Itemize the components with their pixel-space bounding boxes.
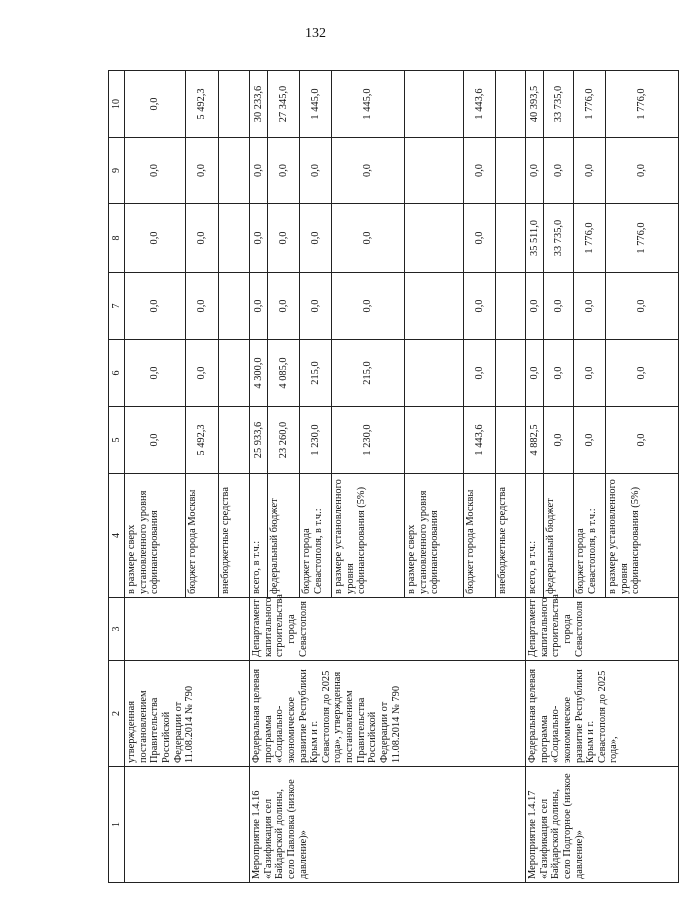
value-cell: [219, 340, 250, 407]
value-cell: 0,0: [464, 340, 496, 407]
value-cell: 0,0: [125, 273, 186, 340]
value-cell: 1 230,0: [300, 407, 332, 474]
source-label: бюджет города Москвы: [186, 474, 219, 598]
value-cell: 0,0: [125, 340, 186, 407]
value-cell: 0,0: [125, 71, 186, 138]
page-number: 132: [305, 26, 326, 41]
measure-title: Мероприятие 1.4.17 «Газификация сел Байдарской долины, село Подгорное (низкое давление)»: [526, 767, 679, 883]
source-label: федеральный бюджет: [268, 474, 300, 598]
value-cell: 0,0: [186, 204, 219, 273]
value-cell: 0,0: [300, 138, 332, 204]
value-cell: 4 882,5: [526, 407, 544, 474]
value-cell: [496, 204, 526, 273]
value-cell: 0,0: [544, 340, 574, 407]
source-label: внебюджетные средства: [219, 474, 250, 598]
value-cell: 0,0: [125, 138, 186, 204]
value-cell: 0,0: [268, 138, 300, 204]
value-cell: [219, 71, 250, 138]
value-cell: 0,0: [606, 138, 679, 204]
value-cell: [219, 273, 250, 340]
value-cell: 0,0: [574, 340, 606, 407]
value-cell: 1 445,0: [332, 71, 405, 138]
source-label: в размере установленного уровня софинансирования (5%): [606, 474, 679, 598]
value-cell: 0,0: [300, 273, 332, 340]
value-cell: [496, 340, 526, 407]
value-cell: 0,0: [250, 273, 268, 340]
measure-cell: [125, 767, 250, 883]
value-cell: [496, 407, 526, 474]
value-cell: 1 443,6: [464, 407, 496, 474]
source-label: бюджет города Москвы: [464, 474, 496, 598]
measure-title: Мероприятие 1.4.16 «Газификация сел Байдарской долины, село Павловка (низкое давление)»: [250, 767, 526, 883]
program-cell: утвержденная постановлением Правительства Российской Федерации от 11.08.2014 № 790: [125, 661, 250, 767]
rotated-table-wrapper: [108, 71, 648, 883]
value-cell: 0,0: [544, 407, 574, 474]
value-cell: 0,0: [250, 204, 268, 273]
value-cell: [496, 138, 526, 204]
value-cell: 30 233,6: [250, 71, 268, 138]
source-label: бюджет города Севастополя, в т.ч.:: [300, 474, 332, 598]
value-cell: 1 443,6: [464, 71, 496, 138]
value-cell: [496, 71, 526, 138]
source-label: всего, в т.ч.:: [526, 474, 544, 598]
value-cell: [219, 204, 250, 273]
value-cell: 1 776,0: [574, 71, 606, 138]
executor-cell: [125, 598, 250, 661]
header-cell: 9: [109, 138, 125, 204]
value-cell: 0,0: [268, 273, 300, 340]
value-cell: 27 345,0: [268, 71, 300, 138]
header-cell: 10: [109, 71, 125, 138]
value-cell: [496, 273, 526, 340]
header-cell: 8: [109, 204, 125, 273]
program-cell: Федеральная целевая программа «Социально-экономическое развитие Республики Крым и г. Севастополя до 2025 года»,: [526, 661, 679, 767]
value-cell: 5 492,3: [186, 71, 219, 138]
value-cell: 0,0: [125, 407, 186, 474]
table-row: [125, 71, 186, 883]
value-cell: 0,0: [332, 204, 405, 273]
value-cell: 0,0: [606, 407, 679, 474]
value-cell: 33 735,0: [544, 71, 574, 138]
value-cell: 1 776,0: [606, 71, 679, 138]
value-cell: 1 776,0: [606, 204, 679, 273]
value-cell: 35 511,0: [526, 204, 544, 273]
value-cell: 0,0: [268, 204, 300, 273]
value-cell: 25 933,6: [250, 407, 268, 474]
value-cell: [405, 407, 464, 474]
value-cell: 0,0: [574, 407, 606, 474]
table-row: [526, 71, 544, 883]
header-cell: 2: [109, 661, 125, 767]
value-cell: 0,0: [464, 138, 496, 204]
header-cell: 5: [109, 407, 125, 474]
value-cell: 0,0: [464, 273, 496, 340]
value-cell: 5 492,3: [186, 407, 219, 474]
value-cell: 1 445,0: [300, 71, 332, 138]
value-cell: 33 735,0: [544, 204, 574, 273]
value-cell: 0,0: [332, 273, 405, 340]
executor-cell: Департамент капитального строительства города Севастополя: [526, 598, 679, 661]
header-cell: 3: [109, 598, 125, 661]
value-cell: 0,0: [186, 138, 219, 204]
value-cell: 0,0: [526, 273, 544, 340]
source-label: всего, в т.ч.:: [250, 474, 268, 598]
value-cell: 215,0: [300, 340, 332, 407]
value-cell: [405, 204, 464, 273]
table-row: [250, 71, 268, 883]
value-cell: 0,0: [526, 340, 544, 407]
header-cell: 7: [109, 273, 125, 340]
value-cell: 0,0: [125, 204, 186, 273]
executor-cell: Департамент капитального строительства города Севастополя: [250, 598, 526, 661]
value-cell: 0,0: [574, 138, 606, 204]
value-cell: 4 300,0: [250, 340, 268, 407]
value-cell: 0,0: [250, 138, 268, 204]
value-cell: 0,0: [544, 273, 574, 340]
source-label: бюджет города Севастополя, в т.ч.:: [574, 474, 606, 598]
source-label: федеральный бюджет: [544, 474, 574, 598]
value-cell: 0,0: [300, 204, 332, 273]
header-row: [109, 71, 125, 883]
value-cell: 23 260,0: [268, 407, 300, 474]
value-cell: [405, 340, 464, 407]
value-cell: 0,0: [332, 138, 405, 204]
value-cell: [405, 273, 464, 340]
value-cell: 0,0: [544, 138, 574, 204]
source-label: в размере установленного уровня софинансирования (5%): [332, 474, 405, 598]
program-cell: Федеральная целевая программа «Социально-экономическое развитие Республики Крым и г. Севастополя до 2025 года», утвержденная постановлением Правительства Российской Федерации от 11.08.2014 № 790: [250, 661, 526, 767]
value-cell: [405, 138, 464, 204]
value-cell: 40 393,5: [526, 71, 544, 138]
value-cell: [405, 71, 464, 138]
header-cell: 4: [109, 474, 125, 598]
value-cell: 1 230,0: [332, 407, 405, 474]
value-cell: 0,0: [186, 340, 219, 407]
value-cell: [219, 138, 250, 204]
value-cell: 0,0: [464, 204, 496, 273]
value-cell: 0,0: [606, 340, 679, 407]
source-label: в размере сверх установленного уровня софинансирования: [405, 474, 464, 598]
header-cell: 6: [109, 340, 125, 407]
value-cell: 0,0: [574, 273, 606, 340]
source-label: в размере сверх установленного уровня софинансирования: [125, 474, 186, 598]
financing-table: [108, 70, 679, 883]
value-cell: [219, 407, 250, 474]
value-cell: 215,0: [332, 340, 405, 407]
source-label: внебюджетные средства: [496, 474, 526, 598]
header-cell: 1: [109, 767, 125, 883]
value-cell: 4 085,0: [268, 340, 300, 407]
value-cell: 0,0: [526, 138, 544, 204]
value-cell: 0,0: [186, 273, 219, 340]
value-cell: 1 776,0: [574, 204, 606, 273]
value-cell: 0,0: [606, 273, 679, 340]
